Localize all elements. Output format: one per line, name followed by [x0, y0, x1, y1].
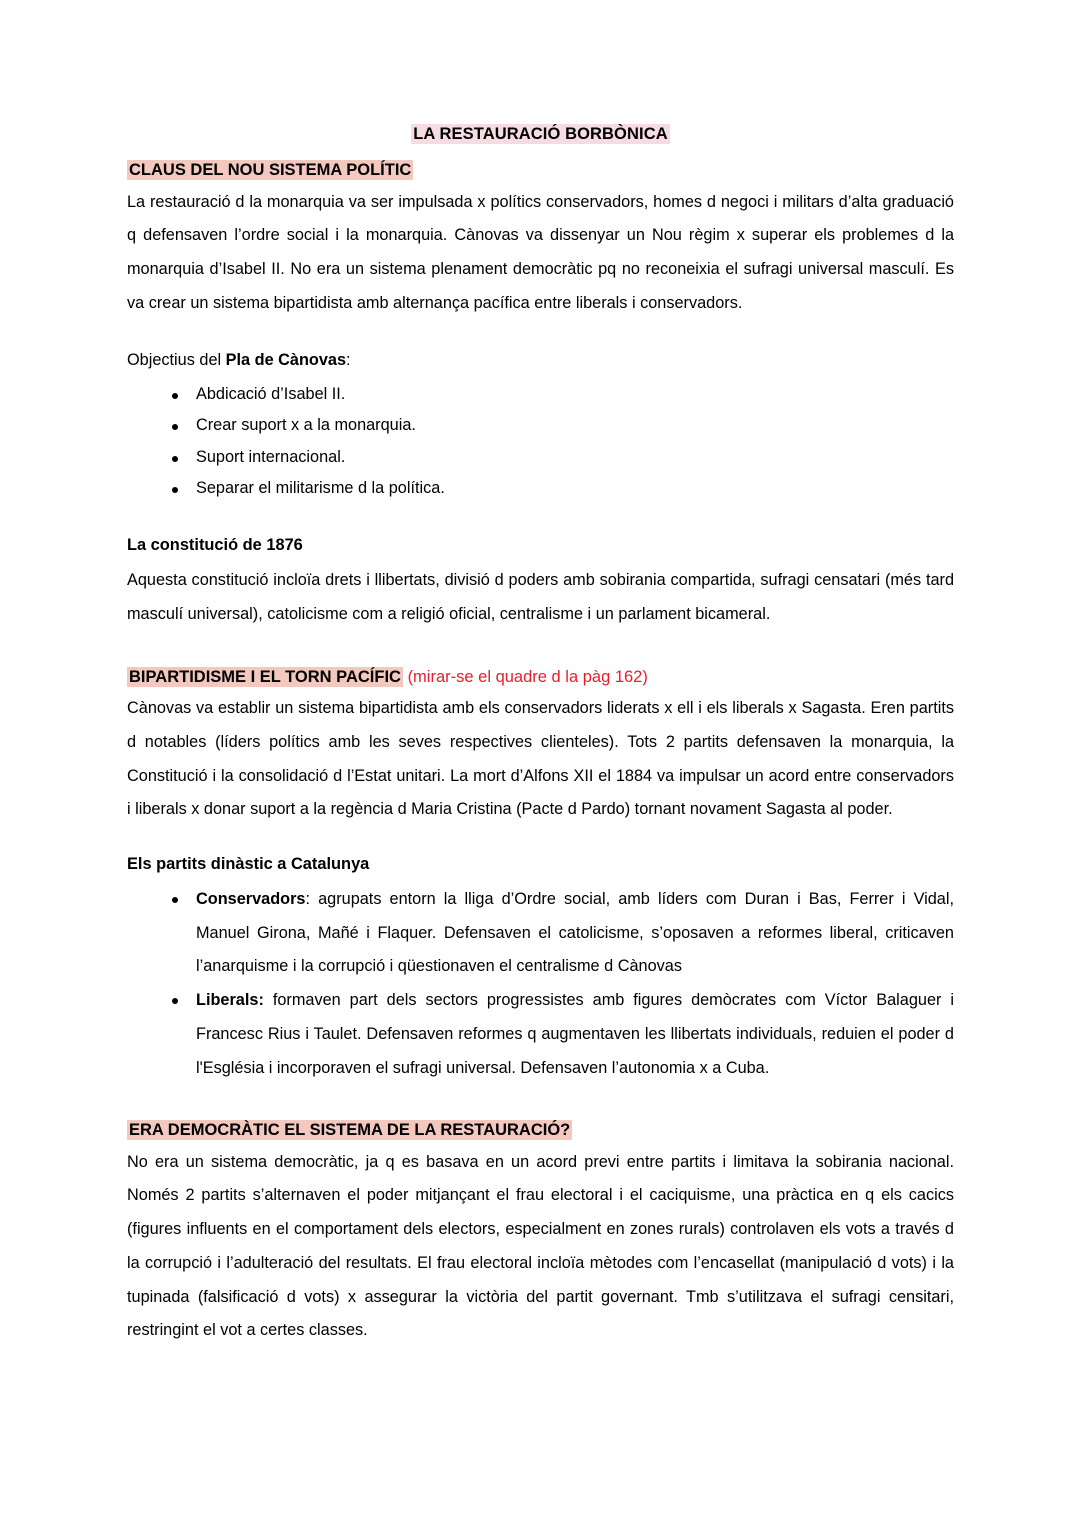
- spacer: [127, 321, 954, 347]
- objectius-bullet-list: [127, 379, 954, 505]
- objectius-intro-bold: Pla de Cànovas: [225, 350, 347, 369]
- constitucio-paragraph: Aquesta constitució incloïa drets i llibertats, divisió d poders amb sobirania compartida, sufragi censatari (més tard masculí universal), catolicisme com a religió oficial, centralisme i un parlament bicameral.: [127, 571, 954, 623]
- section-heading-bipartidisme-note: (mirar-se el quadre d la pàg 162): [407, 667, 648, 686]
- section-heading-claus: [127, 159, 954, 182]
- partits-bullet-list: [127, 883, 954, 1085]
- section-heading-bipartidisme: [127, 666, 954, 689]
- spacer: [127, 827, 954, 853]
- list-item: Crear suport x a la monarquia.: [127, 410, 954, 441]
- spacer: [127, 1085, 954, 1119]
- section-heading-era-democratic-text: ERA DEMOCRÀTIC EL SISTEMA DE LA RESTAURACIÓ?: [129, 1121, 571, 1140]
- page-title: [127, 123, 954, 145]
- list-item: [127, 883, 954, 984]
- subheading-partits-dinastic: Els partits dinàstic a Catalunya: [127, 855, 370, 874]
- section-heading-bipartidisme-text: BIPARTIDISME I EL TORN PACÍFIC: [129, 667, 401, 686]
- subheading-constitucio-1876: La constitució de 1876: [127, 536, 303, 555]
- objectius-intro-tail: :: [346, 350, 351, 369]
- list-item: Separar el militarisme d la política.: [127, 473, 954, 504]
- spacer: [127, 632, 954, 666]
- page-title-text: LA RESTAURACIÓ BORBÒNICA: [413, 125, 668, 143]
- objectius-intro: [127, 347, 954, 373]
- list-item-text: formaven part dels sectors progressistes amb figures demòcrates com Víctor Balaguer i Francesc Rius i Taulet. Defensaven reformes q augmentaven les llibertats individuals, reduien el poder d l'Església i incorporaven el sufragi universal. Defensaven l’autonomia x a Cuba.: [196, 991, 954, 1077]
- objectius-intro-plain: Objectius del: [127, 350, 226, 369]
- spacer: [127, 504, 954, 534]
- section-heading-claus-text: CLAUS DEL NOU SISTEMA POLÍTIC: [129, 161, 412, 180]
- bipartidisme-paragraph: Cànovas va establir un sistema bipartidista amb els conservadors liderats x ell i els liberals x Sagasta. Eren partits d notables (líders polítics amb les seves respectives clienteles). Tots 2 partits defensaven la monarquia, la Constitució i la consolidació d l’Estat unitari. La mort d’Alfons XII el 1884 va impulsar un acord entre conservadors i liberals x donar suport a la regència d Maria Cristina (Pacte d Pardo) tornant novament Sagasta al poder.: [127, 699, 954, 819]
- section-heading-era-democratic: [127, 1119, 954, 1142]
- list-item-label: Liberals:: [196, 991, 264, 1010]
- era-democratic-paragraph: No era un sistema democràtic, ja q es basava en un acord previ entre partits i limitava la sobirania nacional. Només 2 partits s’alternaven el poder mitjançant el frau electoral i el caciquisme, una pràctica en q els cacics (figures influents en el comportament dels electors, especialment en zones rurals) controlaven els vots a través d la corrupció i l’adulteració del resultats. El frau electoral incloïa mètodes com l’encasellat (manipulació d vots) i la tupinada (falsificació d vots) x assegurar la victòria del partit governant. Tmb s’utilitzava el sufragi censitari, restringint el vot a certes classes.: [127, 1152, 954, 1340]
- list-item: Suport internacional.: [127, 442, 954, 473]
- list-item: Abdicació d’Isabel II.: [127, 379, 954, 410]
- section-claus-paragraph: La restauració d la monarquia va ser impulsada x polítics conservadors, homes d negoci i militars d’alta graduació q defensaven l’ordre social i la monarquia. Cànovas va dissenyar un Nou règim x superar els problemes d la monarquia d’Isabel II. No era un sistema plenament democràtic pq no reconeixia el sufragi universal masculí. Es va crear un sistema bipartidista amb alternança pacífica entre liberals i conservadors.: [127, 192, 954, 312]
- list-item-label: Conservadors: [196, 889, 306, 908]
- list-item: [127, 984, 954, 1085]
- list-item-text: : agrupats entorn la lliga d’Ordre social, amb líders com Duran i Bas, Ferrer i Vidal, Manuel Girona, Mañé i Flaquer. Defensaven el catolicisme, s’oposaven a reformes liberal, criticaven l’anarquisme i la corrupció i qüestionaven el centralisme d Cànovas: [196, 889, 954, 976]
